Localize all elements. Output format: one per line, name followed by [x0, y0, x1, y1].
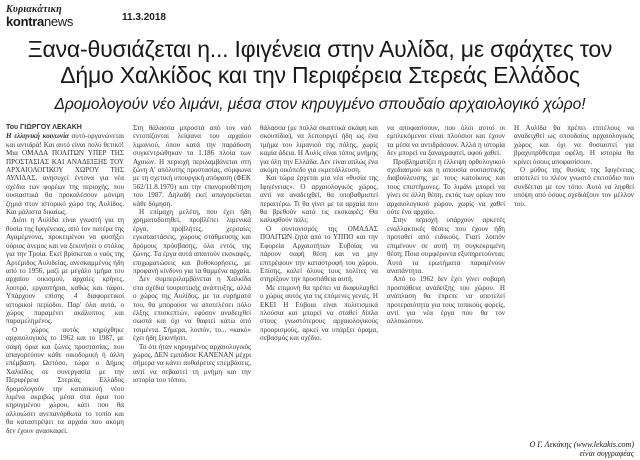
paragraph: Το ότι ήταν κηρυγμένος αρχαιολογικός χώρος, ΔΕΝ εμπόδισε ΚΑΝΕΝΑΝ μέχρι σήμερα να κάνει αυθαίρετες επεμβάσεις, αντί να σεβαστεί τη μνήμη και την ιστορία του τόπου.	[133, 342, 251, 385]
masthead-brand	[6, 15, 118, 29]
paragraph: θάλασσα (με πολλά σκαπτικά σκάφη και σκουπίδια), να λειτουργεί ήδη ως ένα τμήμα του λιμανιού της πόλης, χωρίς καμία άδεια. Η Αυλίς είναι τόπος μνήμης για όλη την Ελλάδα. Δεν είναι απλώς ένα ακόμη οικόπεδο για εκμετάλλευση.	[260, 124, 378, 175]
signature-name: Ο Γ. Λεκάκης (www.lekakis.com)	[529, 440, 634, 449]
article-column	[133, 124, 251, 440]
article-column	[260, 124, 378, 440]
paragraph: Στη θάλασσα μπροστά από τον ναό εντοπίζονται λείψανα του αρχαίου λιμανιού, όπου κατά την παράδοση συγκεντρώθηκαν τα 1.186 πλοία των Αχαιών. Η περιοχή περιλαμβάνεται στη ζώνη Α' απόλυτης προστασίας, σύμφωνα με τη σχετική υπουργική απόφαση (ΦΕΚ 562/11.8.1970) και την επανοριοθέτηση του 1987. Δηλαδή εκεί απαγορεύεται κάθε δόμηση.	[133, 124, 251, 208]
article-column	[514, 124, 634, 440]
brand-main: kontra	[6, 14, 44, 29]
paragraph: Από το 1962 δεν έχει γίνει σοβαρή προσπάθεια ανάδειξης του χώρου. Η ανάπλαση θα έπρεπε να αποτελεί προτεραιότητα για τους τοπικούς φορείς, αντί για νέα έργα που θα τον αλλοιώσουν.	[387, 275, 505, 326]
paragraph: Προβληματίζει η έλλειψη ορθολογικού σχεδιασμού και η απουσία ουσιαστικής διαβούλευσης με τους κατοίκους και τους επιστήμονες. Το λιμάνι μπορεί να γίνει σε άλλη θέση, εκτός των ορίων του αρχαιολογικού χώρου, χωρίς να χαθεί ούτε ένα αρχαίο.	[387, 157, 505, 217]
article-column	[6, 124, 124, 440]
paragraph: Δεν συμπεριλαμβάνεται η Χαλκίδα στα σχέδια τουριστικής ανάπτυξης, αλλά ο χώρος της Αυλίδος, με τα ευρήματά του, θα μπορούσε να αποτελέσει πόλο έλξης επισκεπτών, εφόσον αναδειχθεί σωστά και όχι να θαφτεί κάτω από τσιμέντα. Σήμερα, λοιπόν, το... «κακό» έχει ήδη ξεκινήσει.	[133, 275, 251, 343]
paragraph: Η Αυλίδα θα πρέπει επιτέλους να αναδειχθεί ως σπουδαίος αρχαιολογικός χώρος και όχι να θυσιαστεί για βραχυπρόθεσμα οφέλη. Η ιστορία θα κρίνει όσους αποφασίσουν.	[514, 124, 634, 166]
brand-suffix: news	[43, 14, 74, 29]
author-signature	[520, 440, 634, 458]
paragraph: Ο μύθος της θυσίας της Ιφιγένειας αποτελεί το πλέον γνωστό επεισόδιο που συνδέεται με τον τόπο. Αυτό να ληφθεί υπόψη από όσους σχεδιάζουν τον μέλλον του.	[514, 166, 634, 208]
paragraph: Ο χώρος αυτός κηρύχθηκε αρχαιολογικός το 1962 και το 1987, με σαφή όρια και ζώνες προστασίας, που απαγορεύουν κάθε οικοδομική ή άλλη επέμβαση. Ωστόσο, τώρα ο Δήμος Χαλκίδος σε συνεργασία με την Περιφέρεια Στερεάς Ελλάδος δρομολογούν την κατασκευή νέου λιμένα ακριβώς μέσα στα όρια του κηρυγμένου χώρου, κάτι που θα αλλοιώσει ανεπανόρθωτα το τοπίο και θα καταστρέψει τα αρχαία που ακόμη δεν έχουν ανασκαφεί.	[6, 325, 124, 435]
paragraph: Στην περιοχή υπάρχουν αρκετές εναλλακτικές θέσεις που έχουν ήδη προταθεί από ειδικούς. Γιατί λοιπόν επιμένουν σε αυτή τη συγκεκριμένη θέση; Ποια συμφέροντα εξυπηρετούνται; Αυτά τα ερωτήματα παραμένουν αναπάντητα.	[387, 216, 505, 275]
paragraph: Και τώρα έρχεται μια νέα «θυσία της Ιφιγένειας». Ο αρχαιολογικός χώρος, αντί να αναδειχθεί, θα υποβαθμιστεί περαιτέρω. Τι θα γίνει με τα αρχαία που θα βρεθούν κατά τις εκσκαφές; Θα καλυφθούν πάλι;	[260, 174, 378, 225]
paragraph: να αποφασίσουν, που όλοι αυτοί οι εμπλεκόμενοι είναι πλούσιοι και έχουν τα μέσα να αντιδράσουν. Αλλά η ιστορία δεν μπορεί να ξαναγραφτεί, αφού χαθεί.	[387, 124, 505, 158]
subheadline: Δρομολογούν νέο λιμάνι, μέσα στον κηρυγμένο σπουδαίο αρχαιολογικό χώρο!	[54, 96, 586, 113]
masthead	[6, 4, 118, 32]
paragraph: Η ελληνική κοινωνία αυτό-οργανώνεται και αντιδρά! Και αυτό είναι πολύ θετικό! Μια ΟΜΑΔΑ ΠΟΛΙΤΩΝ ΥΠΕΡ ΤΗΣ ΠΡΟΣΤΑΣΙΑΣ ΚΑΙ ΑΝΑΔΕΙΞΗΣ ΤΟΥ ΑΡΧΑΙΟΛΟΓΙΚΟΥ ΧΩΡΟΥ ΤΗΣ ΑΥΛΙΔΑΣ, ανησυχεί έντονα για νέα σχέδια των φορέων της περιοχής, που ουσιαστικά θα προκαλέσουν μόνιμη ζημιά στον ιστορικό χώρο της Αυλίδος. Και μάλιστα δικαίως.	[6, 132, 124, 217]
paragraph: Με επιμονή θα πρέπει να διαφυλαχθεί ο χώρος αυτός για τις επόμενες γενιές. Η ΕΚΕΙ Η Εύβοια είναι πολιτισμικά πλούσια και μπορεί να σταθεί δίπλα στους γνωστότερους αρχαιολογικούς προορισμούς, αρκεί να υπάρξει όραμα, σεβασμός και σχέδιο.	[260, 283, 378, 343]
issue-date: 11.3.2018	[122, 12, 166, 23]
paragraph: Ο συντονισμός της ΟΜΑΔΑΣ ΠΟΛΙΤΩΝ ζητά από το ΥΠΠΟ και την Εφορεία Αρχαιοτήτων Ευβοίας να πάρουν σαφή θέση και να μην επιτρέψουν την καταστροφή του χώρου. Επίσης, καλεί όλους τους πολίτες να στηρίξουν την προσπάθεια αυτή.	[260, 224, 378, 284]
paragraph: Διότι η Αυλίδα είναι γνωστή για τη θυσία της Ιφιγένειας, από τον πατέρα της Αγαμέμνονα, προκειμένου να φυσήξει ούριος άνεμος και να ξεκινήσει ο στόλος για την Τροία. Εκεί βρίσκεται ο ναός της Αρτέμιδος Αυλιδείας, ανεσκαμμένος ήδη από το 1956, μαζί με μεγάλο τμήμα του αρχαίου οικισμού, αρχαίες κρήνες, λουτρά, εργαστήρια, καθώς και τάφοι. Υπάρχουν επίσης 4 διαφορετικοί ιστορικοί περίοδοι. Παρ' όλα αυτά, ο χώρος παραμένει ακάλυπτος και παραμελημένος.	[6, 216, 124, 326]
article-body	[6, 124, 634, 440]
headline: Ξανα-θυσιάζεται η... Ιφιγένεια στην Αυλίδα, με σφάχτες τον Δήμο Χαλκίδος και την Περιφέρεια Στερεάς Ελλάδος	[27, 36, 613, 88]
byline: Του ΓΙΩΡΓΟΥ ΛΕΚΑΚΗ	[6, 124, 82, 131]
masthead-top: Κυριακάτικη	[6, 4, 62, 15]
article-column	[387, 124, 505, 440]
paragraph: Η επίμαχη μελέτη, που έχει ήδη χρηματοδοτηθεί, προβλέπει λιμενικά έργα, προβλήτες, χερσαίες εγκαταστάσεις, χώρους στάθμευσης και δρόμους πρόσβασης, όλα εντός της ζώνης. Τα έργα αυτά απαιτούν εκσκαφές, επιχωματώσεις και βυθοκορήσεις, με προφανή κίνδυνο για τα θαμμένα αρχαία.	[133, 208, 251, 275]
signature-role: είναι συγγραφέας	[579, 449, 634, 458]
lead-phrase: Η ελληνική κοινωνία	[6, 132, 69, 141]
